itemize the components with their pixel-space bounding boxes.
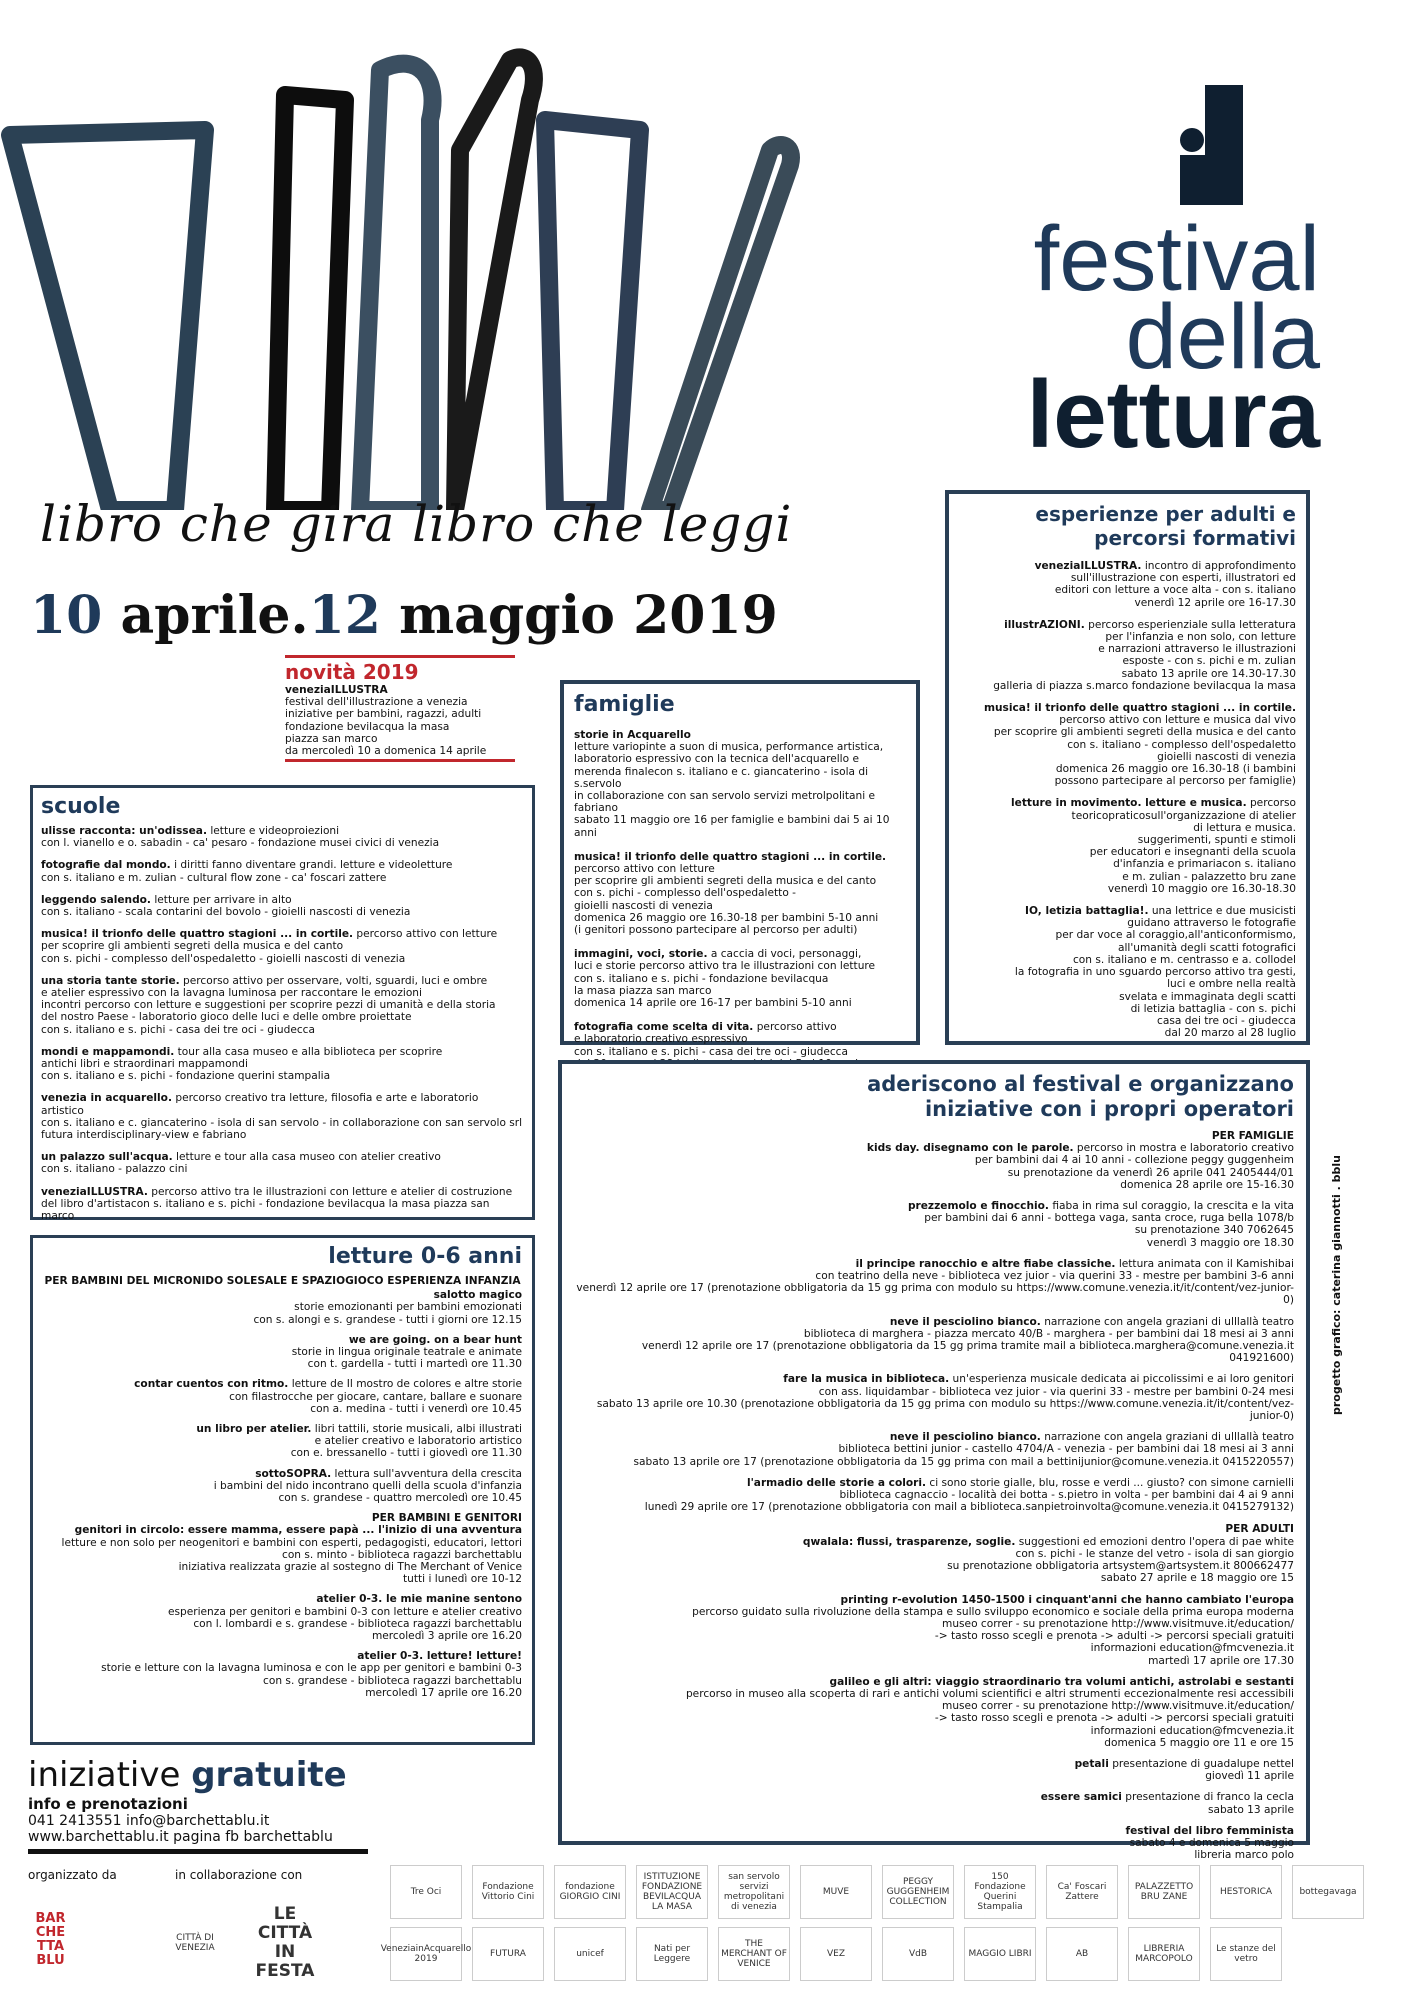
letture06-list2: [43, 1524, 522, 1699]
dates-start-month: aprile.: [102, 585, 309, 646]
festival-title: [880, 208, 1320, 468]
partner-logo: LIBRERIA MARCOPOLO: [1128, 1927, 1200, 1981]
dates-start-day: 10: [30, 585, 103, 646]
partner-logo: VdB: [882, 1927, 954, 1981]
item-text: una lettrice e due musicisti guidano attraverso le fotografie per dar voce al coraggio,all'anticonformismo, all'umanità degli scatti fotografici con s. italiano e m. centrasso e a. collodel la fotografia in uno sguardo percorso attivo tra gesti, luci e ombre nella realtà svelata e immaginata degli scatti di letizia battaglia - con s. pichi casa dei tre oci - giudecca dal 20 marzo al 28 luglio: [1014, 905, 1296, 1040]
partner-logo: Nati per Leggere: [636, 1927, 708, 1981]
partner-logo: Le stanze del vetro: [1210, 1927, 1282, 1981]
item-text: percorso attivo e laboratorio creativo espressivo con s. italiano e s. pichi - casa dei tre oci - giudecca: [574, 1021, 848, 1058]
item-text: storie in lingua originale teatrale e animate con t. gardella - tutti i martedì ore 11.30: [291, 1346, 522, 1371]
item-text: ci sono storie gialle, blu, rosse e verdi ... giusto? con simone carnielli biblioteca cagnaccio - località dei botta - s.pietro in volta - per bambini dai 4 ai 9 anni lunedì 29 aprile ore 17 (prenotazione obbligatoria con mail a biblioteca.sanpietroinvolta@comune.venezia.it 0415279132): [644, 1476, 1294, 1514]
list-item: [574, 1431, 1294, 1468]
list-item: [41, 1092, 524, 1141]
organizzato-label: organizzato da: [28, 1868, 117, 1882]
letture06-section: [30, 1235, 535, 1745]
partner-logo: AB: [1046, 1927, 1118, 1981]
item-title: veneziaILLUSTRA.: [1034, 560, 1142, 572]
list-item: [41, 825, 524, 849]
list-item: [574, 1825, 1294, 1862]
item-text: libri tattili, storie musicali, albi illustrati e atelier creativo e laboratorio artistico con e. bressanello - tutti i giovedì ore 11.30: [290, 1423, 522, 1460]
item-text: narrazione con angela graziani di ulllallà teatro biblioteca bettini junior - castello 4704/A - venezia - per bambini dai 18 mesi ai 3 anni sabato 13 aprile ore 17 (prenotazione obbligatoria da 15 gg prima con mail a bettinijunior@comune.venezia.it 0415220557): [633, 1431, 1294, 1468]
festival-logo-mark: [1180, 85, 1260, 225]
item-text: percorso teoricopraticosull'organizzazione di atelier di lettura e musica. suggerimenti, spunti e stimoli per educatori e insegnanti della scuola d'infanzia e primariacon s. italiano e m. zulian - palazzetto bru zane venerdì 10 maggio ore 16.30-18.30: [1071, 797, 1296, 895]
item-text: un'esperienza musicale dedicata ai piccolissimi e ai loro genitori con ass. liquidambar - biblioteca vez juior - via querini 33 - mestre per bambini 0-24 mesi sabato 13 aprile ore 10.30 (prenotazione obbligatoria da 15 gg prima con modulo su https://www.comune.venezia.it/it/content/vez-junior-0): [596, 1373, 1294, 1423]
info-line2[interactable]: www.barchettablu.it pagina fb barchettablu: [28, 1829, 368, 1854]
aderiscono-sec2: PER ADULTI: [1225, 1523, 1294, 1536]
item-text: lettura animata con il Kamishibai con teatrino della neve - biblioteca vez juior - via querini 33 - mestre per bambini 3-6 anni venerdì 12 aprile ore 17 (prenotazione obbligatoria da 15 gg prima con modulo su https://www.comune.venezia.it/it/content/vez-junior-0): [576, 1257, 1294, 1307]
item-title: kids day. disegnamo con le parole.: [866, 1142, 1074, 1155]
item-title: un palazzo sull'acqua.: [41, 1151, 173, 1164]
item-text: percorso esperienziale sulla letteratura per l'infanzia e non solo, con letture e narrazioni attraverso le illustrazioni esposte - con s. pichi e m. zulian sabato 13 aprile ore 14.30-17.30 galleria di piazza s.marco fondazione bevilacqua la masa: [993, 618, 1296, 692]
item-text: percorso creativo tra letture, filosofia e arte e laboratorio artistico con s. italiano e c. giancaterino - isola di san servolo - in collaborazione con san servolo srl futura interdisciplinary-view e fabriano: [41, 1092, 523, 1142]
item-title: IO, letizia battaglia!.: [1025, 905, 1149, 918]
adulti-list: [959, 560, 1296, 1039]
letture06-list: [43, 1289, 522, 1504]
books-illustration: [0, 40, 820, 510]
item-title: fotografia come scelta di vita.: [574, 1021, 754, 1034]
item-text: sabato 4 e domenica 5 maggio libreria marco polo: [1129, 1836, 1294, 1862]
list-item: [41, 859, 524, 883]
list-item: [574, 1758, 1294, 1782]
item-text: a caccia di voci, personaggi, luci e storie percorso attivo tra le illustrazioni con letture con s. italiano e s. pichi - fondazione bevilacqua la masa piazza san marco domenica 14 aprile ore 16-17 per bambini 5-10 anni: [574, 948, 876, 1010]
list-item: [574, 1594, 1294, 1667]
info-line1[interactable]: 041 2413551 info@barchettablu.it: [28, 1813, 270, 1829]
partner-logo: PALAZZETTO BRU ZANE: [1128, 1865, 1200, 1919]
novita-text: festival dell'illustrazione a venezia iniziative per bambini, ragazzi, adulti fondazione bevilacqua la masa piazza san marco: [285, 696, 482, 745]
item-text: i diritti fanno diventare grandi. letture e videoletture con s. italiano e m. zulian - cultural flow zone - ca' foscari zattere: [41, 859, 453, 884]
item-text: suggestioni ed emozioni dentro l'opera di pae white con s. pichi - le stanze del vetro - isola di san giorgio su prenotazione obbligatoria artsystem@artsystem.it 800662477 sabato 27 aprile e 18 maggio ore 15: [947, 1535, 1294, 1585]
list-item: [43, 1524, 522, 1585]
list-item: [41, 1151, 524, 1175]
item-text: lettura sull'avventura della crescita i bambini del nido incontrano quelli della scuola d'infanzia con s. grandese - quattro mercoledì ore 10.45: [213, 1467, 522, 1505]
list-item: [574, 729, 906, 839]
tagline: libro che gira libro che leggi: [40, 495, 793, 553]
list-item: [43, 1468, 522, 1505]
item-title: illustrAZIONI.: [1004, 618, 1085, 631]
novita-dates: da mercoledì 10 a domenica 14 aprile: [285, 745, 515, 762]
item-text: incontro di approfondimento sull'illustrazione con esperti, illustratori ed editori con letture a voce alta - con s. italiano venerdì 12 aprile ore 16-17.30: [1054, 560, 1296, 609]
item-title: ulisse racconta: un'odissea.: [41, 825, 207, 837]
item-text: letture variopinte a suon di musica, performance artistica, laboratorio espressivo con la tecnica dell'acquarello e merenda finalecon s. italiano e c. giancaterino - isola di s.servolo in collaborazione con san servolo servizi metrolpolitani e fabriano sabato 11 maggio ore 16 per famiglie e bambini dai 5 ai 10 anni: [574, 741, 890, 839]
list-item: [41, 894, 524, 918]
novita-section: [285, 655, 515, 762]
item-title: prezzemolo e finocchio.: [907, 1200, 1049, 1213]
list-item: [43, 1650, 522, 1699]
partner-logo: MUVE: [800, 1865, 872, 1919]
item-title: salotto magico: [433, 1289, 522, 1302]
partner-logo: HESTORICA: [1210, 1865, 1282, 1919]
list-item: [574, 1373, 1294, 1422]
aderiscono-section: [558, 1060, 1310, 1862]
partner-logo: unicef: [554, 1927, 626, 1981]
item-text: percorso attivo per osservare, volti, sguardi, luci e ombre e atelier espressivo con la lavagna luminosa per raccontare le emozioni incontri percorso con letture e suggestioni per scoprire pezzi di umanità e della storia del nostro Paese - laboratorio gioco delle luci e delle ombre proiettate con s. italiano e s. pichi - casa dei tre oci - giudecca: [41, 974, 496, 1036]
gratuite-title: [28, 1755, 368, 1795]
novita-name: veneziaILLUSTRA: [285, 684, 388, 696]
scuole-list: [41, 825, 524, 1222]
list-item: [41, 1186, 524, 1223]
item-text: tour alla casa museo e alla biblioteca per scoprire antichi libri e straordinari mappamondi con s. italiano e s. pichi - fondazione querini stampalia: [41, 1045, 443, 1083]
list-item: [574, 1791, 1294, 1815]
item-text: letture de Il mostro de colores e altre storie con filastrocche per giocare, cantare, ballare e suonare con a. medina - tutti i venerdì ore 10.45: [229, 1378, 522, 1415]
item-title: qwalala: flussi, trasparenze, soglie.: [802, 1535, 1016, 1548]
collaborazione-label: in collaborazione con: [175, 1868, 303, 1882]
item-text: presentazione di guadalupe nettel giovedì 11 aprile: [1112, 1757, 1294, 1783]
scuole-title: scuole: [41, 794, 121, 819]
partner-logo: Ca' Foscari Zattere: [1046, 1865, 1118, 1919]
aderiscono-list2: [574, 1536, 1294, 1862]
list-item: [959, 797, 1296, 895]
partner-logo: PEGGY GUGGENHEIM COLLECTION: [882, 1865, 954, 1919]
item-title: un libro per atelier.: [196, 1423, 312, 1436]
item-text: narrazione con angela graziani di ulllallà teatro biblioteca di marghera - piazza mercato 40/B - marghera - per bambini dai 18 mesi ai 3 anni venerdì 12 aprile ore 17 (prenotazione obbligatoria da 15 gg prima tramite mail a biblioteca.marghera@comune.venezia.it 041921600): [641, 1315, 1294, 1365]
item-title: essere samici: [1040, 1791, 1122, 1804]
item-title: leggendo salendo.: [41, 893, 151, 906]
list-item: [574, 851, 906, 936]
info-title: info e prenotazioni: [28, 1795, 188, 1813]
item-title: petali: [1074, 1757, 1109, 1770]
list-item: [574, 1676, 1294, 1749]
item-title: fotografie dal mondo.: [41, 859, 171, 872]
logo-citta-venezia: CITTÀ DI VENEZIA: [170, 1905, 220, 1980]
aderiscono-title: aderiscono al festival e organizzano iniziative con i propri operatori: [867, 1072, 1294, 1121]
item-title: mondi e mappamondi.: [41, 1045, 175, 1058]
novita-title: novità 2019: [285, 655, 515, 684]
item-title: galileo e gli altri: viaggio straordinario tra volumi antichi, astrolabi e sestanti: [829, 1675, 1294, 1688]
list-item: [574, 1258, 1294, 1307]
item-text: letture e videoproiezioni con l. vianello e o. sabadin - ca' pesaro - fondazione musei civici di venezia: [41, 825, 440, 850]
letture06-title: letture 0-6 anni: [328, 1244, 522, 1269]
aderiscono-sec1: PER FAMIGLIE: [1211, 1130, 1294, 1142]
list-item: [43, 1289, 522, 1326]
item-title: contar cuentos con ritmo.: [134, 1378, 289, 1391]
il-logo-icon: [1180, 85, 1260, 225]
item-title: musica! il trionfo delle quattro stagioni ... in cortile.: [983, 702, 1296, 715]
scuole-section: [30, 785, 535, 1223]
gratuite-a: iniziative: [28, 1755, 192, 1795]
item-text: fiaba in rima sul coraggio, la crescita e la vita per bambini dai 6 anni - bottega vaga, santa croce, ruga bella 1078/b su prenotazione 340 7062645 venerdì 3 maggio ore 18.30: [924, 1200, 1294, 1249]
item-title: musica! il trionfo delle quattro stagioni ... in cortile.: [574, 850, 887, 863]
item-title: immagini, voci, storie.: [574, 948, 708, 961]
item-text: percorso attivo tra le illustrazioni con letture e atelier di costruzione del libro d'artistacon s. italiano e s. pichi - fondazione bevilacqua la masa piazza san marco: [41, 1185, 513, 1223]
item-text: percorso in museo alla scoperta di rari e antichi volumi scientifici e altri strumenti eccezionalmente resi accessibili museo correr - su prenotazione http://www.visitmuve.it/education/ -> tasto rosso scegli e prenota -> adulti -> percorsi speciali gratuiti informazioni education@fmcvenezia.it domenica 5 maggio ore 11 e ore 15: [685, 1687, 1294, 1749]
item-text: presentazione di franco la cecla sabato 13 aprile: [1125, 1791, 1294, 1816]
partner-logo: san servolo servizi metropolitani di venezia: [718, 1865, 790, 1919]
partner-logo: FUTURA: [472, 1927, 544, 1981]
item-title: we are going. on a bear hunt: [348, 1333, 522, 1346]
partner-logo: Fondazione Vittorio Cini: [472, 1865, 544, 1919]
item-text: percorso attivo con letture per scoprire gli ambienti segreti della musica e del canto con s. pichi - complesso dell'ospedaletto - gioielli nascosti di venezia domenica 26 maggio ore 16.30-18 per bambini 5-10 anni (i genitori possono partecipare al percorso per adulti): [574, 863, 879, 937]
partner-logo: bottegavaga: [1292, 1865, 1364, 1919]
partner-logo: fondazione GIORGIO CINI: [554, 1865, 626, 1919]
list-item: [959, 702, 1296, 787]
list-item: [574, 1536, 1294, 1585]
item-title: l'armadio delle storie a colori.: [746, 1476, 927, 1489]
logo-barchettablu: BAR CHE TTA BLU: [28, 1900, 73, 1980]
famiglie-section: [560, 680, 920, 1058]
list-item: [574, 1142, 1294, 1191]
item-text: percorso in mostra e laboratorio creativo per bambini dai 4 ai 10 anni - collezione peggy guggenheim su prenotazione da venerdì 26 aprile 041 2405444/01 domenica 28 aprile ore 15-16.30: [974, 1142, 1294, 1191]
list-item: [43, 1423, 522, 1460]
partner-logo: THE MERCHANT OF VENICE: [718, 1927, 790, 1981]
partner-logo: VEZ: [800, 1927, 872, 1981]
list-item: [41, 975, 524, 1036]
list-item: [43, 1593, 522, 1642]
dates-end-day: 12: [308, 585, 381, 646]
famiglie-title: famiglie: [574, 692, 675, 717]
list-item: [959, 905, 1296, 1039]
adulti-section: [945, 490, 1310, 1045]
adulti-title: esperienze per adulti e percorsi formativi: [1035, 502, 1296, 550]
item-text: storie emozionanti per bambini emozionati con s. alongi e s. grandese - tutti i giorni ore 12.15: [253, 1301, 522, 1326]
list-item: [574, 1477, 1294, 1514]
famiglie-list: [574, 729, 906, 1070]
list-item: [41, 1046, 524, 1083]
list-item: [43, 1378, 522, 1415]
item-title: veneziaILLUSTRA.: [41, 1185, 148, 1198]
partner-logo: 150 Fondazione Querini Stampalia: [964, 1865, 1036, 1919]
item-title: festival del libro femminista: [1125, 1824, 1294, 1837]
item-title: letture in movimento. letture e musica.: [1011, 797, 1247, 810]
item-text: esperienza per genitori e bambini 0-3 con letture e atelier creativo con l. lombardi e s. grandese - biblioteca ragazzi barchettablu mercoledì 3 aprile ore 16.20: [167, 1605, 522, 1643]
item-title: atelier 0-3. letture! letture!: [357, 1650, 522, 1663]
list-item: [574, 1316, 1294, 1365]
item-text: letture per arrivare in alto con s. italiano - scala contarini del bovolo - gioielli nascosti di venezia: [41, 893, 411, 919]
partner-logo: VeneziainAcquarello 2019: [390, 1927, 462, 1981]
item-text: storie e letture con la lavagna luminosa e con le app per genitori e bambini 0-3 con s. grandese - biblioteca ragazzi barchettablu mercoledì 17 aprile ore 16.20: [101, 1662, 522, 1699]
gratuite-block: [28, 1755, 368, 1854]
list-item: [41, 928, 524, 965]
logo-citta-in-festa: LE CITTÀ IN FESTA: [250, 1900, 320, 1985]
list-item: [43, 1334, 522, 1371]
festival-dates: [30, 585, 778, 646]
partner-logo: ISTITUZIONE FONDAZIONE BEVILACQUA LA MASA: [636, 1865, 708, 1919]
lettura-word: lettura: [1026, 361, 1320, 468]
item-text: percorso guidato sulla rivoluzione della stampa e sullo sviluppo economico e sociale della prima europa moderna museo correr - su prenotazione http://www.visitmuve.it/education/ -> tasto rosso scegli e prenota -> adulti -> percorsi speciali gratuiti informazioni education@fmcvenezia.it martedì 17 aprile ore 17.30: [692, 1605, 1294, 1667]
item-title: il principe ranocchio e altre fiabe classiche.: [855, 1257, 1116, 1270]
item-title: neve il pesciolino bianco.: [889, 1315, 1041, 1328]
item-title: printing r-evolution 1450-1500 i cinquant'anni che hanno cambiato l'europa: [840, 1593, 1294, 1606]
list-item: [959, 560, 1296, 609]
item-title: una storia tante storie.: [41, 974, 180, 987]
festival-word: festival: [1033, 208, 1320, 310]
letture06-subtitle: PER BAMBINI DEL MICRONIDO SOLESALE E SPAZIOGIOCO ESPERIENZA INFANZIA: [44, 1275, 521, 1287]
item-text: percorso attivo con letture per scoprire gli ambienti segreti della musica e del canto con s. pichi - complesso dell'ospedaletto - gioielli nascosti di venezia: [41, 928, 498, 965]
dates-end-month: maggio 2019: [381, 585, 778, 646]
item-text: letture e tour alla casa museo con atelier creativo con s. italiano - palazzo cini: [41, 1151, 441, 1176]
list-item: [574, 1200, 1294, 1249]
della-word: della: [1125, 286, 1320, 388]
letture06-subtitle2: PER BAMBINI E GENITORI: [371, 1512, 522, 1525]
list-item: [959, 619, 1296, 692]
partner-logo: MAGGIO LIBRI: [964, 1927, 1036, 1981]
list-item: [574, 948, 906, 1009]
partner-logo: Tre Oci: [390, 1865, 462, 1919]
item-title: venezia in acquarello.: [41, 1092, 172, 1105]
item-text: letture e non solo per neogenitori e bambini con esperti, pedagogisti, educatori, lettori con s. minto - biblioteca ragazzi barchettablu iniziativa realizzata grazie al sostegno di The Merchant of Venice tutti i lunedì ore 10-12: [61, 1536, 522, 1586]
gratuite-b: gratuite: [191, 1755, 347, 1795]
aderiscono-list1: [574, 1142, 1294, 1513]
item-title: neve il pesciolino bianco.: [889, 1431, 1041, 1444]
item-title: musica! il trionfo delle quattro stagioni ... in cortile.: [41, 928, 354, 941]
item-title: sottoSOPRA.: [255, 1467, 332, 1480]
design-credit: progetto grafico: caterina giannotti . bblu: [1330, 1155, 1343, 1415]
item-title: atelier 0-3. le mie manine sentono: [316, 1593, 522, 1606]
item-title: storie in Acquarello: [574, 729, 691, 741]
item-text: percorso attivo con letture e musica dal vivo per scoprire gli ambienti segreti della musica e del canto con s. italiano - complesso dell'ospedaletto gioielli nascosti di venezia domenica 26 maggio ore 16.30-18 (i bambini possono partecipare al percorso per famiglie): [993, 714, 1296, 788]
item-title: genitori in circolo: essere mamma, essere papà ... l'inizio di una avventura: [74, 1524, 522, 1537]
item-title: fare la musica in biblioteca.: [783, 1373, 950, 1386]
